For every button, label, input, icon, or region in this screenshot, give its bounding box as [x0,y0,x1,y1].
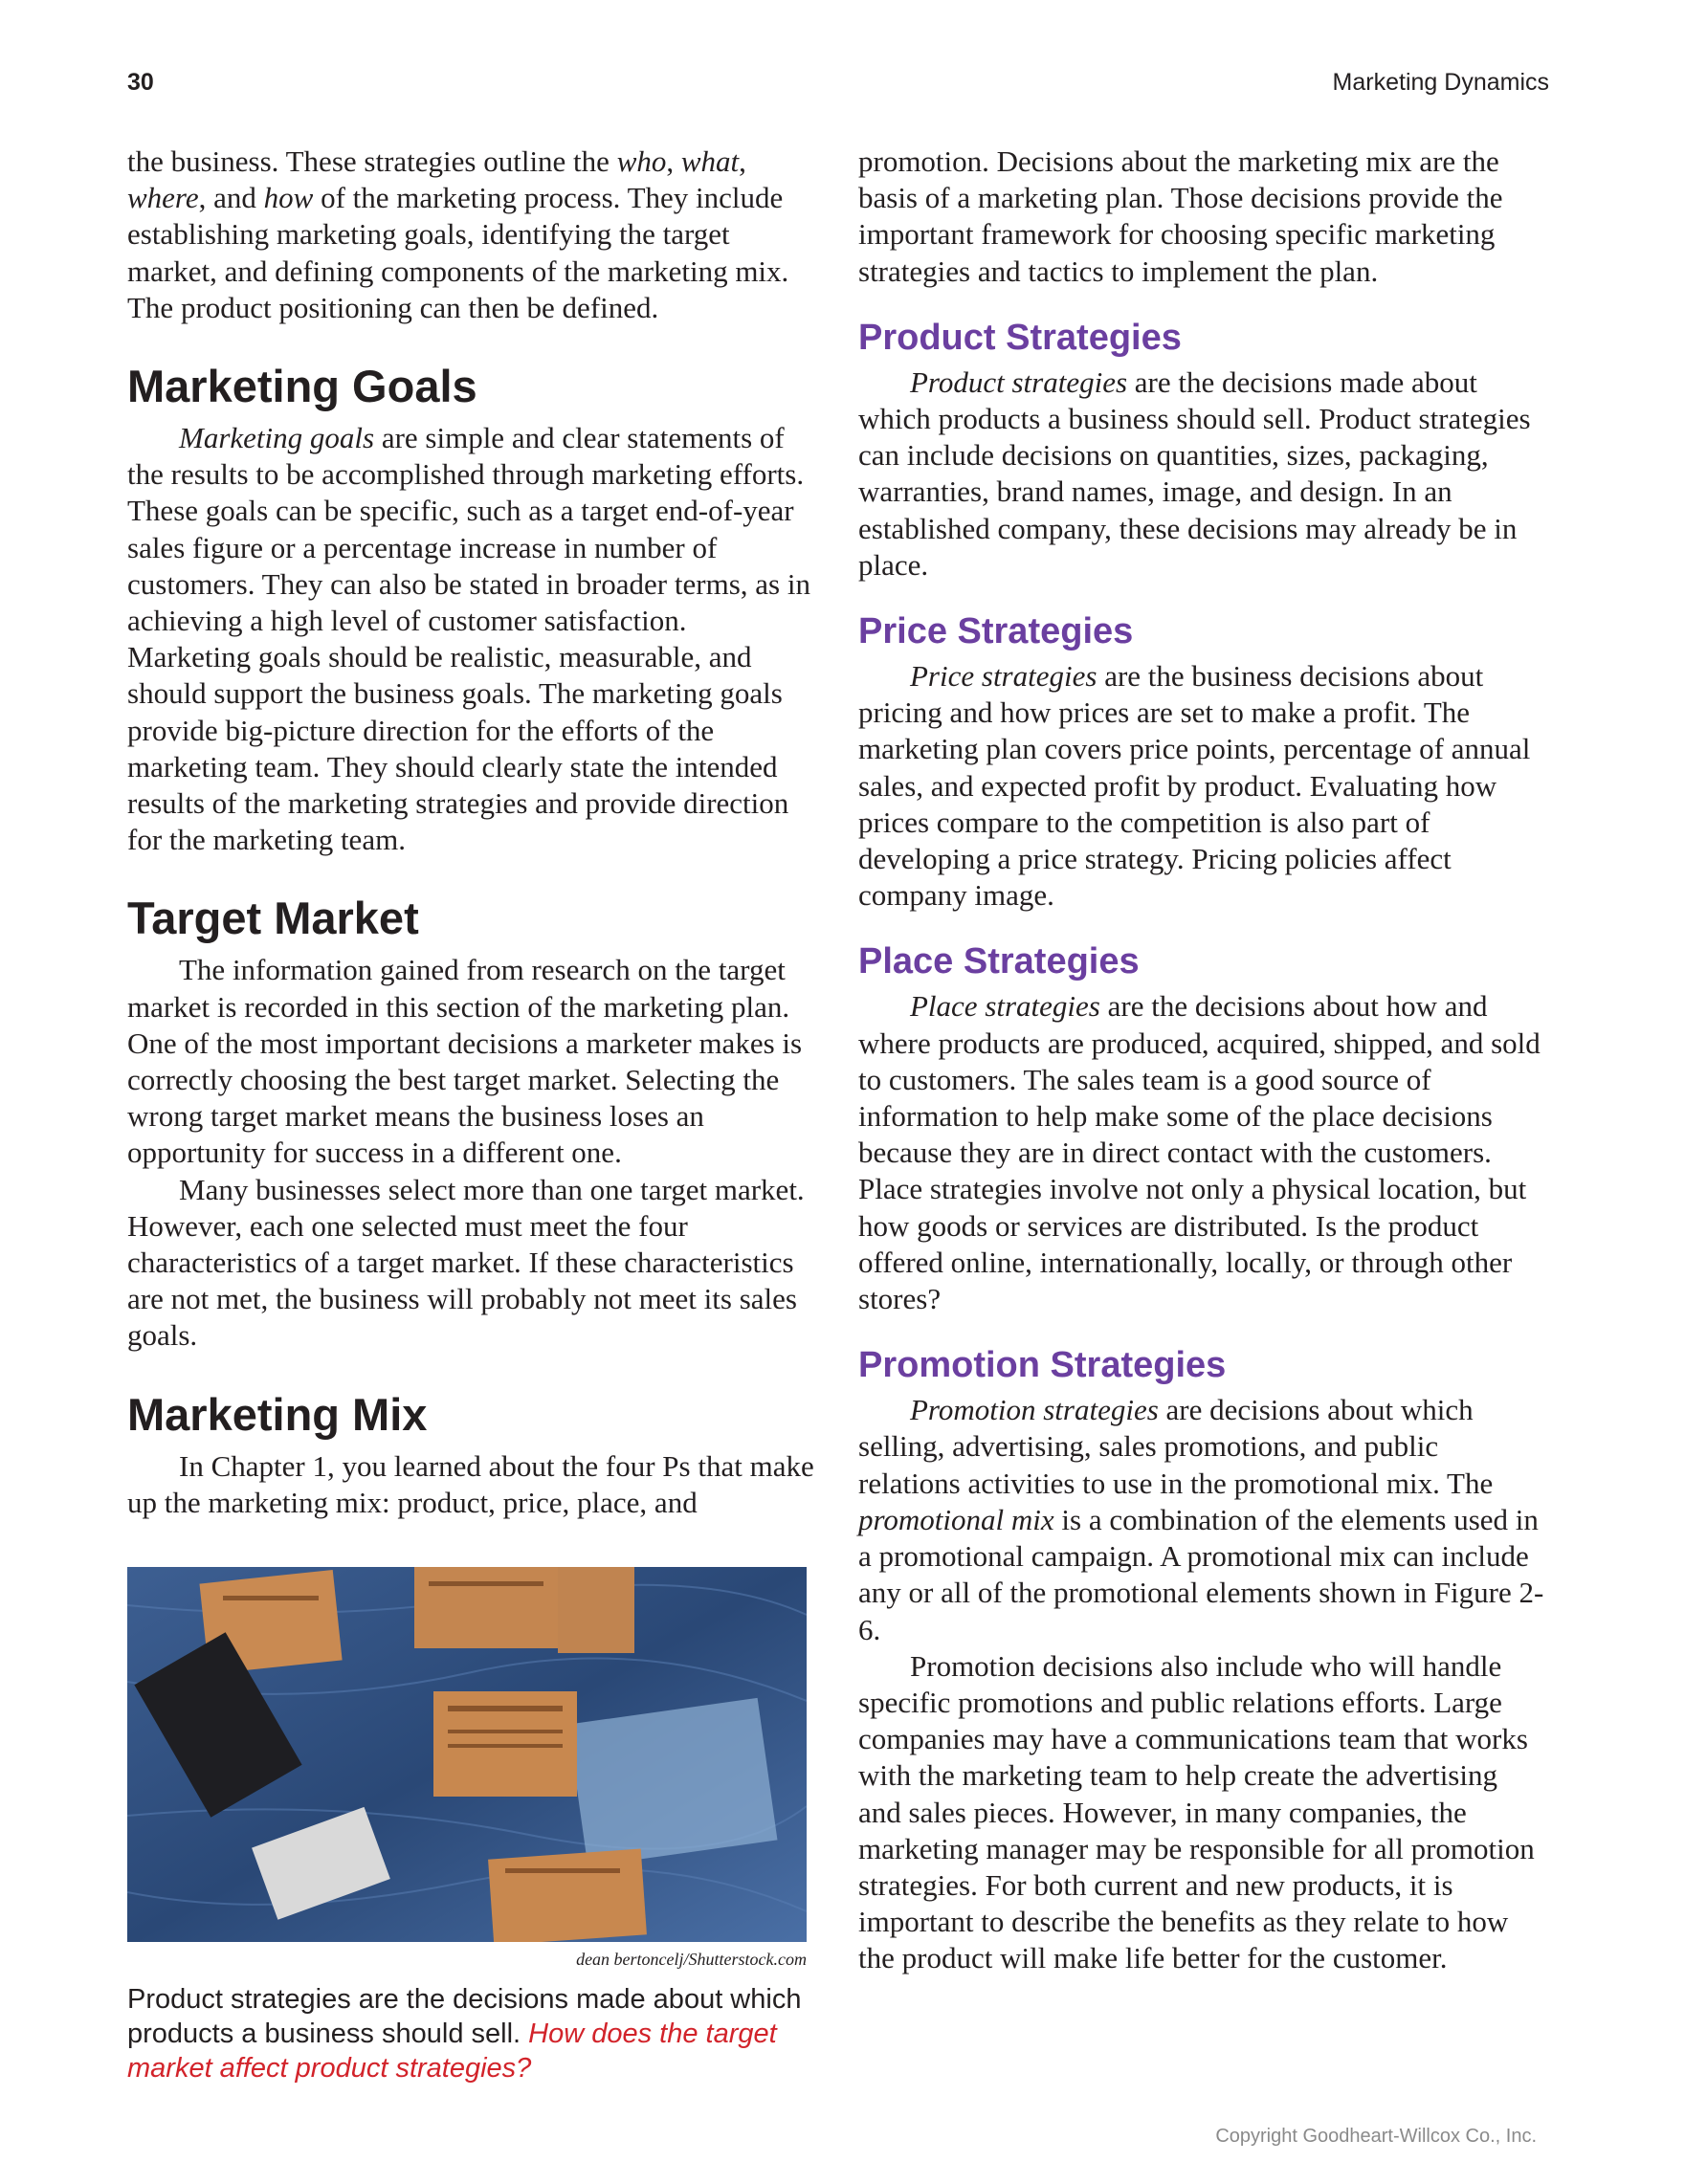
caption-question: How does the target market affect product strategies? [127,2019,777,2084]
heading-place-strategies: Place Strategies [858,941,1140,982]
marketing-mix-paragraph: In Chapter 1, you learned about the four Ps that make up the marketing mix: product, price, place, and [127,1448,814,1519]
right-column [858,143,1547,1977]
photo-credit: dean bertoncelj/Shutterstock.com [576,1950,807,1969]
caption-statement: Product strategies are the decisions made about which products a business should sell. [127,1984,802,2049]
target-market-paragraph-2: Many businesses select more than one target market. However, each one selected must meet the four characteristics of a target market. If these characteristics are not met, the business will probably not meet its sales goals. [127,1172,805,1353]
copyright-notice: Copyright Goodheart-Willcox Co., Inc. [1215,2126,1537,2147]
marketing-mix-continued: promotion. Decisions about the marketing mix are the basis of a marketing plan. Those decisions provide the important framework for choosing specific marketing strategies and tactics to implement the plan. [858,144,1503,288]
intro-paragraph: the business. These strategies outline the who, what, where, and how of the marketing process. They include establishing marketing goals, identifying the target market, and defining components of the marketing mix. The product positioning can then be defined. [127,144,789,324]
heading-price-strategies: Price Strategies [858,611,1134,652]
running-title: Marketing Dynamics [1332,69,1549,96]
left-column [127,143,816,1521]
page-number: 30 [127,69,154,96]
promotion-strategies-paragraph-1: Promotion strategies are decisions about which selling, advertising, sales promotions, and public relations activities to use in the promotional mix. The promotional mix is a combination of the elements used in a promotional campaign. A promotional mix can include any or all of the promotional elements shown in Figure 2-6. [858,1393,1544,1646]
figure-caption [127,1982,807,2085]
price-strategies-paragraph: Price strategies are the business decisions about pricing and how prices are set to make a profit. The marketing plan covers price points, percentage of annual sales, and expected profit by product. Evaluating how prices compare to the competition is also part of developing a price strategy. Pricing policies affect company image. [858,659,1531,913]
target-market-paragraph-1: The information gained from research on the target market is recorded in this section of the marketing plan. One of the most important decisions a marketer makes is correctly choosing the best target market. Selecting the wrong target market means the business loses an opportunity for success in a different one. [127,953,803,1170]
heading-marketing-goals: Marketing Goals [127,361,477,412]
jeans-labels-photo [127,1567,807,1942]
heading-product-strategies: Product Strategies [858,317,1182,358]
place-strategies-paragraph: Place strategies are the decisions about how and where products are produced, acquired, shipped, and sold to customers. The sales team is a good source of information to help make some of the place decisions because they are in direct contact with the customers. Place strategies involve not only a physical location, but how goods or services are distributed. Is the product offered online, internationally, locally, or through other stores? [858,989,1541,1316]
promotion-strategies-paragraph-2: Promotion decisions also include who will handle specific promotions and public relations efforts. Large companies may have a communications team that works with the marketing team to help create the advertising and sales pieces. However, in many companies, the marketing manager may be responsible for all promotion strategies. For both current and new products, it is important to describe the benefits as they relate to how the product will make life better for the customer. [858,1648,1535,1975]
page-header [127,69,1549,107]
marketing-goals-paragraph: Marketing goals are simple and clear statements of the results to be accomplished through marketing efforts. These goals can be specific, such as a target end-of-year sales figure or a percentage increase in number of customers. They can also be stated in broader terms, as in achieving a high level of customer satisfaction. Marketing goals should be realistic, measurable, and should support the business goals. The marketing goals provide big-picture direction for the efforts of the marketing team. They should clearly state the intended results of the marketing strategies and provide direction for the marketing team. [127,421,810,857]
heading-marketing-mix: Marketing Mix [127,1388,428,1440]
heading-target-market: Target Market [127,893,419,944]
product-strategies-paragraph: Product strategies are the decisions made about which products a business should sell. Product strategies can include decisions on quantities, sizes, packaging, warranties, brand names, image, and design. In an established company, these decisions may already be in place. [858,364,1531,582]
heading-promotion-strategies: Promotion Strategies [858,1345,1227,1386]
